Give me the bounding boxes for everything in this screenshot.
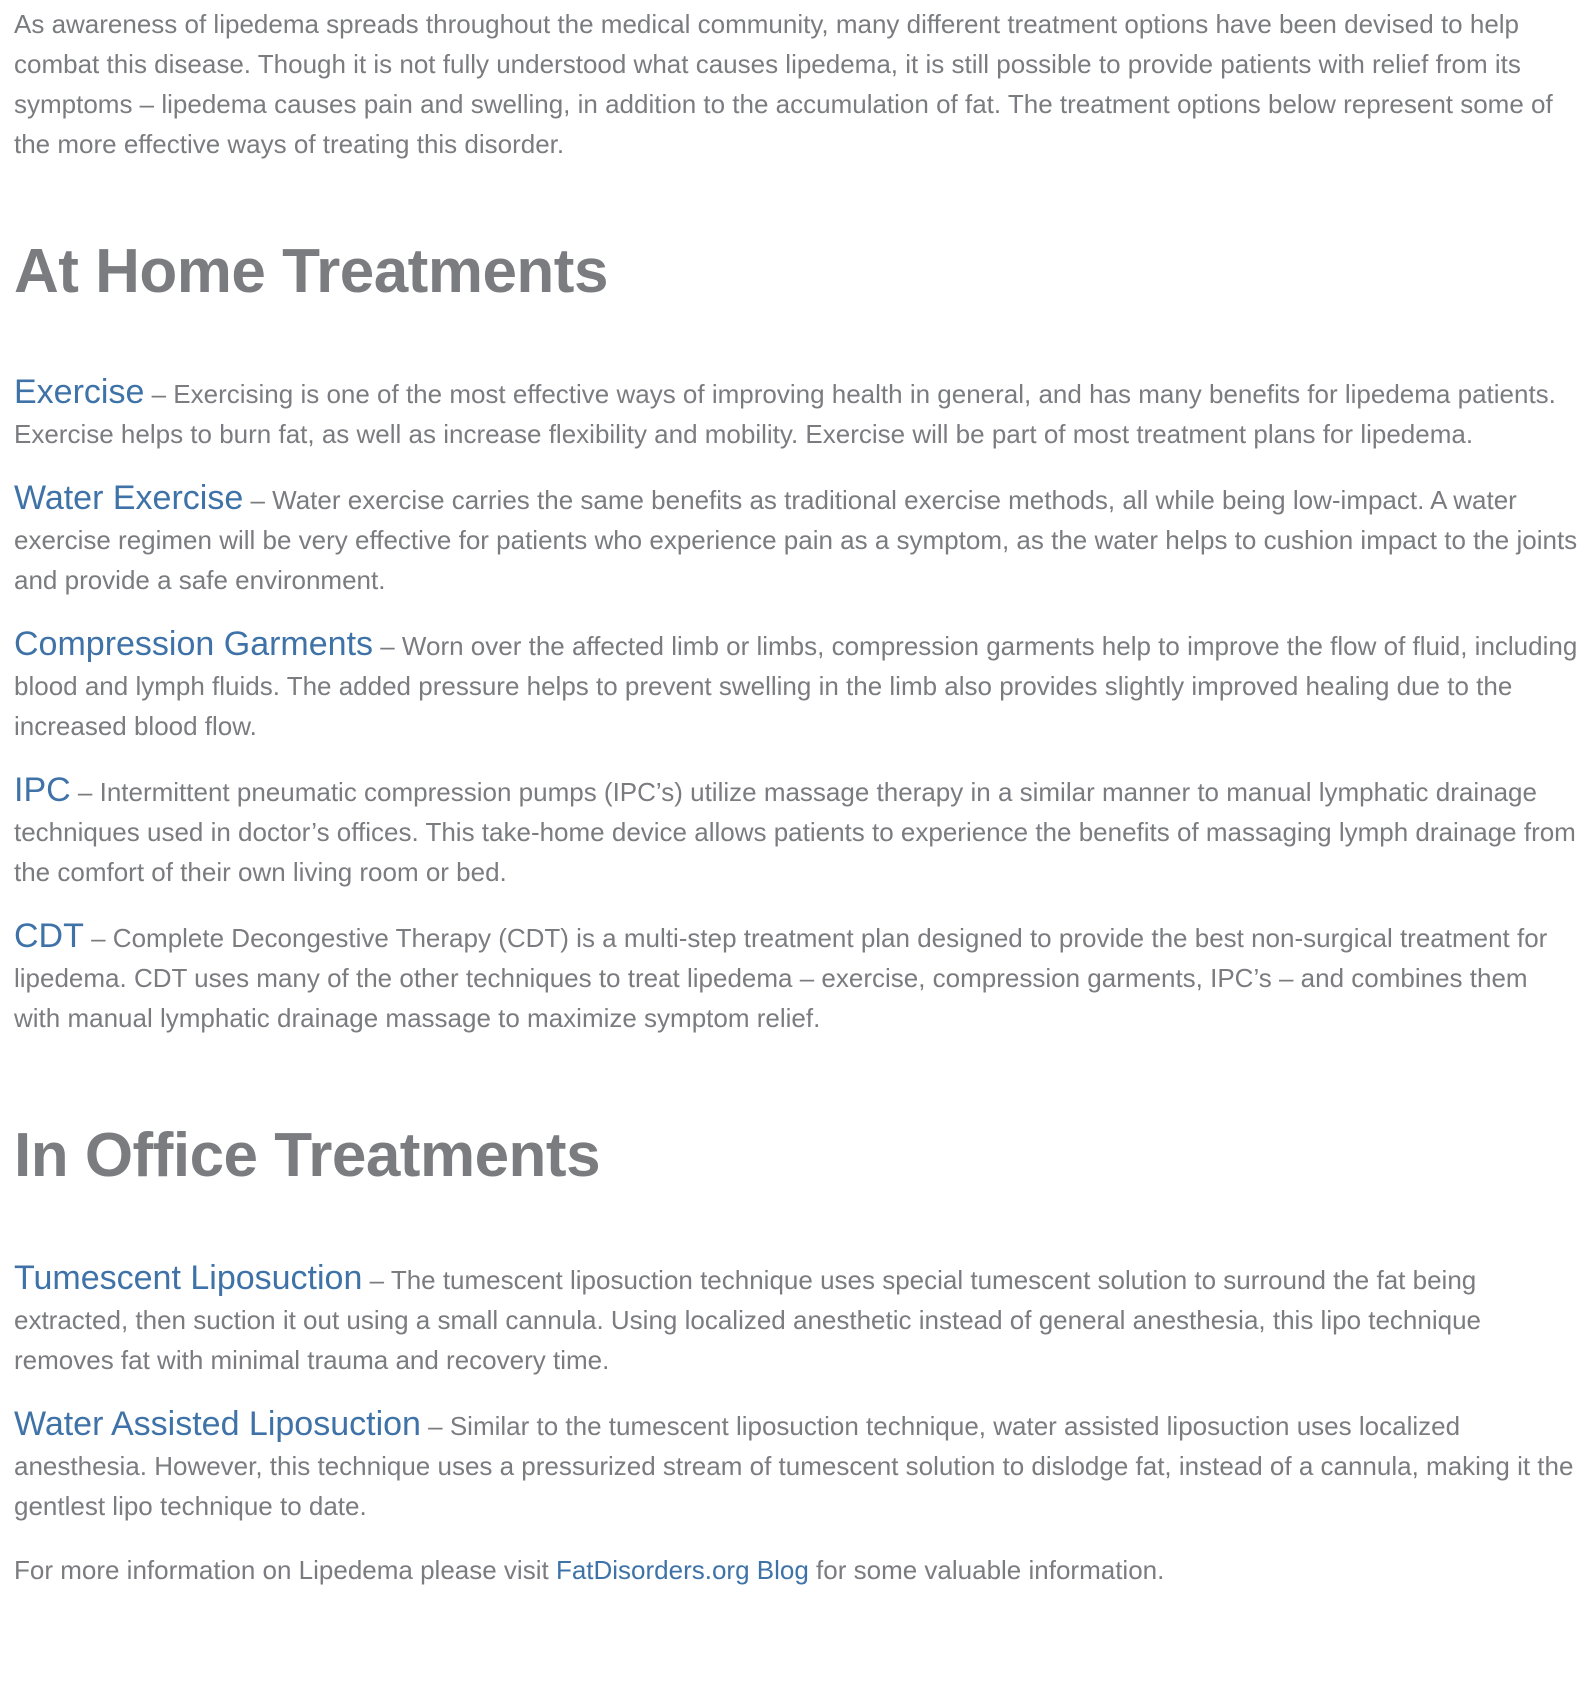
footer-note [14, 1550, 1580, 1590]
treatment-entry-cdt [14, 916, 1580, 1038]
intro-paragraph: As awareness of lipedema spreads throughout the medical community, many different treatment options have been devised to help combat this disease. Though it is not fully understood what causes lipedema, it is still possible to provide patients with relief from its symptoms – lipedema causes pain and swelling, in addition to the accumulation of fat. The treatment options below represent some of the more effective ways of treating this disorder. [14, 9, 1553, 159]
water-assisted-liposuction-link[interactable]: Water Assisted Liposuction [14, 1405, 421, 1443]
treatment-entry-tumescent-liposuction [14, 1258, 1580, 1380]
treatment-entry-compression-garments [14, 624, 1580, 746]
in-office-treatments-heading: In Office Treatments [14, 1121, 601, 1190]
water-exercise-link[interactable]: Water Exercise [14, 479, 244, 517]
ipc-description: – Intermittent pneumatic compression pumps (IPC’s) utilize massage therapy in a similar manner to manual lymphatic drainage techniques used in doctor’s offices. This take-home device allows patients to experience the benefits of massaging lymph drainage from the comfort of their own living room or bed. [14, 777, 1576, 887]
at-home-treatments-heading: At Home Treatments [14, 237, 608, 306]
compression-garments-link[interactable]: Compression Garments [14, 625, 374, 663]
footer-text-before: For more information on Lipedema please visit [14, 1555, 556, 1585]
cdt-description: – Complete Decongestive Therapy (CDT) is a multi-step treatment plan designed to provide the best non-surgical treatment for lipedema. CDT uses many of the other techniques to treat lipedema – exercise, compression garments, IPC’s – and combines them with manual lymphatic drainage massage to maximize symptom relief. [14, 923, 1548, 1033]
water-exercise-description: – Water exercise carries the same benefits as traditional exercise methods, all while being low-impact. A water exercise regimen will be very effective for patients who experience pain as a symptom, as the water helps to cushion impact to the joints and provide a safe environment. [14, 485, 1578, 595]
treatment-entry-water-exercise [14, 478, 1580, 600]
footer-text-after: for some valuable information. [808, 1555, 1165, 1585]
exercise-description: – Exercising is one of the most effective ways of improving health in general, and has many benefits for lipedema patients. Exercise helps to burn fat, as well as increase flexibility and mobility. Exercise will be part of most treatment plans for lipedema. [14, 379, 1556, 449]
tumescent-liposuction-link[interactable]: Tumescent Liposuction [14, 1259, 363, 1297]
cdt-link[interactable]: CDT [14, 917, 84, 955]
exercise-link[interactable]: Exercise [14, 373, 145, 411]
water-assisted-liposuction-description: – Similar to the tumescent liposuction technique, water assisted liposuction uses localized anesthesia. However, this technique uses a pressurized stream of tumescent solution to dislodge fat, instead of a cannula, making it the gentlest lipo technique to date. [14, 1411, 1574, 1521]
treatment-entry-exercise [14, 372, 1580, 454]
tumescent-liposuction-description: – The tumescent liposuction technique uses special tumescent solution to surround the fat being extracted, then suction it out using a small cannula. Using localized anesthetic instead of general anesthesia, this lipo technique removes fat with minimal trauma and recovery time. [14, 1265, 1482, 1375]
compression-garments-description: – Worn over the affected limb or limbs, compression garments help to improve the flow of fluid, including blood and lymph fluids. The added pressure helps to prevent swelling in the limb also provides slightly improved healing due to the increased blood flow. [14, 631, 1578, 741]
treatment-entry-water-assisted-liposuction [14, 1404, 1580, 1526]
treatment-entry-ipc [14, 770, 1580, 892]
fatdisorders-blog-link[interactable]: FatDisorders.org Blog [555, 1555, 809, 1585]
ipc-link[interactable]: IPC [14, 771, 71, 809]
